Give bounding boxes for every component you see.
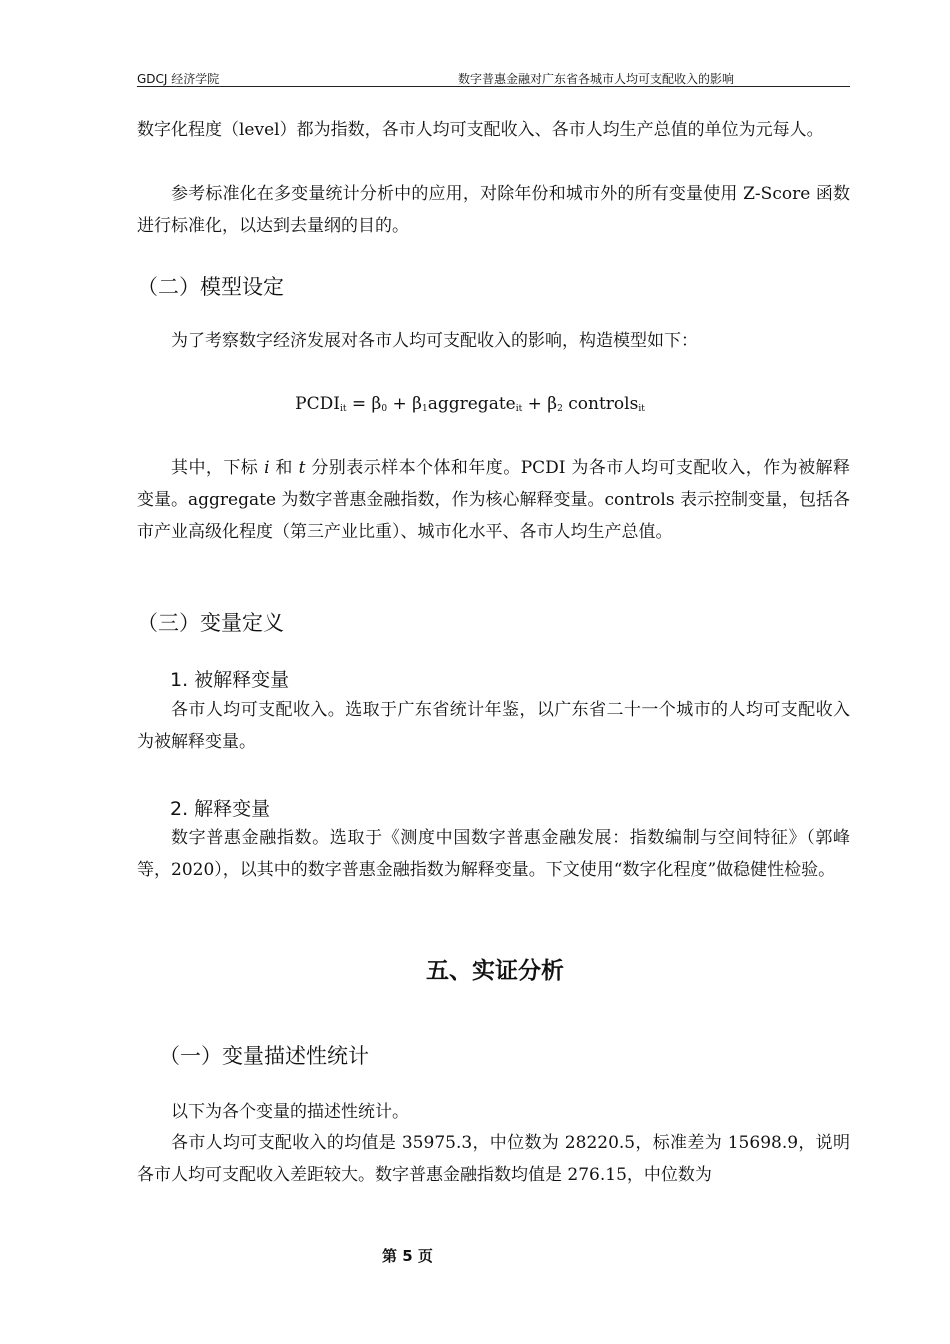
page-number: 第 5 页 (382, 1247, 433, 1265)
paragraph-model-intro: 为了考察数字经济发展对各市人均可支配收入的影响，构造模型如下： (171, 331, 698, 351)
paragraph-explanatory-variable: 数字普惠金融指数。选取于《测度中国数字普惠金融发展：指数编制与空间特征》（郭峰等，2020），以其中的数字普惠金融指数为解释变量。下文使用“数字化程度”做稳健性检验。 (137, 828, 850, 880)
header-institution: GDCJ 经济学院 (137, 72, 220, 86)
paragraph-units: 数字化程度（level）都为指数，各市人均可支配收入、各市人均生产总值的单位为元每人。 (137, 120, 824, 140)
formula-subscript: 0 (381, 404, 388, 414)
heading-dependent-variable: 1. 被解释变量 (170, 669, 290, 691)
paragraph-descriptive-intro: 以下为各个变量的描述性统计。 (171, 1102, 409, 1122)
formula-equals: = (346, 394, 372, 414)
symbol-t: t (298, 458, 306, 478)
formula-beta0: β (371, 394, 382, 414)
heading-explanatory-variable: 2. 解释变量 (170, 798, 271, 820)
formula-plus: + (387, 394, 413, 414)
formula-subscript: it (339, 404, 347, 414)
header-paper-title: 数字普惠金融对广东省各城市人均可支配收入的影响 (458, 72, 735, 86)
paragraph-dependent-variable: 各市人均可支配收入。选取于广东省统计年鉴，以广东省二十一个城市的人均可支配收入为被解释变量。 (137, 700, 850, 752)
formula-aggregate: aggregate (427, 394, 516, 414)
text-run: 分别表示样本个体和年度。PCDI 为各市人均可支配收入，作为被解释变量。aggregate 为数字普惠金融指数，作为核心解释变量。controls 表示控制变量，包括各市产业高级化程度（第三产业比重）、城市化水平、各市人均生产总值。 (137, 458, 851, 542)
heading-model-setup: （二）模型设定 (137, 275, 284, 299)
model-formula (0, 394, 940, 414)
heading-empirical-analysis: 五、实证分析 (426, 958, 564, 984)
paragraph-standardization: 参考标准化在多变量统计分析中的应用，对除年份和城市外的所有变量使用 Z-Score 函数进行标准化，以达到去量纲的目的。 (137, 184, 850, 236)
formula-pcdi: PCDI (295, 394, 340, 414)
formula-beta2: β (547, 394, 558, 414)
formula-subscript: 2 (557, 404, 563, 414)
heading-variable-definition: （三）变量定义 (137, 611, 284, 635)
paragraph-model-explanation (137, 452, 850, 548)
formula-plus: + (522, 394, 548, 414)
text-run: 其中，下标 (171, 458, 265, 478)
heading-descriptive-statistics: （一）变量描述性统计 (159, 1044, 369, 1068)
header-divider (137, 86, 850, 87)
formula-beta1: β (412, 394, 422, 414)
paragraph-descriptive-results: 各市人均可支配收入的均值是 35975.3，中位数为 28220.5，标准差为 15698.9，说明各市人均可支配收入差距较大。数字普惠金融指数均值是 276.15，中位数为 (137, 1133, 850, 1185)
formula-subscript: it (638, 404, 645, 414)
text-run: 和 (269, 458, 299, 478)
symbol-i: i (264, 458, 270, 478)
formula-controls: controls (562, 394, 639, 414)
formula-subscript: it (515, 404, 523, 414)
formula-subscript: 1 (421, 404, 428, 414)
